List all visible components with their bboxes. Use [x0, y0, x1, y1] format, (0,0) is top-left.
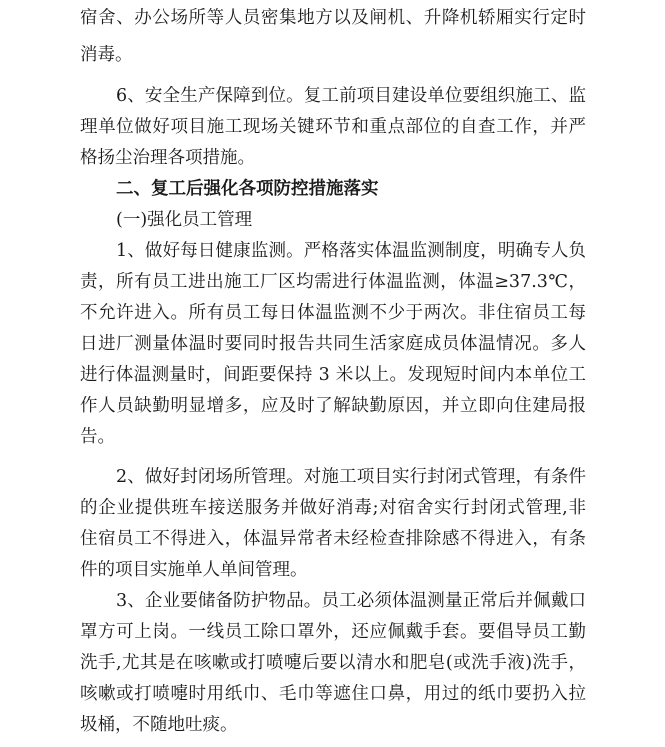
text-line: 件的项目实施单人单间管理。	[80, 560, 308, 580]
text-line: 告。	[80, 427, 115, 447]
text-line: 洗手,尤其是在咳嗽或打喷嚏后要以清水和肥皂(或洗手液)洗手，	[80, 653, 586, 673]
text-line: 圾桶，不随地吐痰。	[80, 715, 238, 735]
paragraph-first-line: 1、做好每日健康监测。严格落实体温监测制度，明确专人负	[116, 241, 586, 261]
text-line: 不允许进入。所有员工每日体温监测不少于两次。非住宿员工每	[80, 303, 586, 323]
text-line: 格扬尘治理各项措施。	[80, 148, 255, 168]
text-line: 日进厂测量体温时要同时报告共同生活家庭成员体温情况。多人	[80, 334, 586, 354]
text-line: 宿舍、办公场所等人员密集地方以及闸机、升降机轿厢实行定时	[80, 8, 586, 28]
text-line: 进行体温测量时，间距要保持 3 米以上。发现短时间内本单位工	[80, 365, 586, 385]
section-heading: 二、复工后强化各项防控措施落实	[116, 179, 379, 199]
text-line: 作人员缺勤明显增多，应及时了解缺勤原因，并立即向住建局报	[80, 396, 586, 416]
text-line: 责，所有员工进出施工厂区均需进行体温监测，体温≥37.3℃，	[80, 272, 586, 292]
subsection-heading: (一)强化员工管理	[116, 210, 253, 230]
paragraph-first-line: 3、企业要储备防护物品。员工必须体温测量正常后并佩戴口	[116, 591, 586, 611]
text-line: 咳嗽或打喷嚏时用纸巾、毛巾等遮住口鼻，用过的纸巾要扔入拉	[80, 684, 586, 704]
paragraph-first-line: 2、做好封闭场所管理。对施工项目实行封闭式管理，有条件	[116, 467, 586, 487]
text-line: 消毒。	[80, 45, 133, 65]
text-line: 住宿员工不得进入，体温异常者未经检查排除感不得进入，有条	[80, 529, 586, 549]
paragraph-first-line: 6、安全生产保障到位。复工前项目建设单位要组织施工、监	[116, 86, 586, 106]
text-line: 的企业提供班车接送服务并做好消毒;对宿舍实行封闭式管理,非	[80, 498, 586, 518]
text-line: 理单位做好项目施工现场关键环节和重点部位的自查工作，并严	[80, 117, 586, 137]
text-line: 罩方可上岗。一线员工除口罩外，还应佩戴手套。要倡导员工勤	[80, 622, 586, 642]
